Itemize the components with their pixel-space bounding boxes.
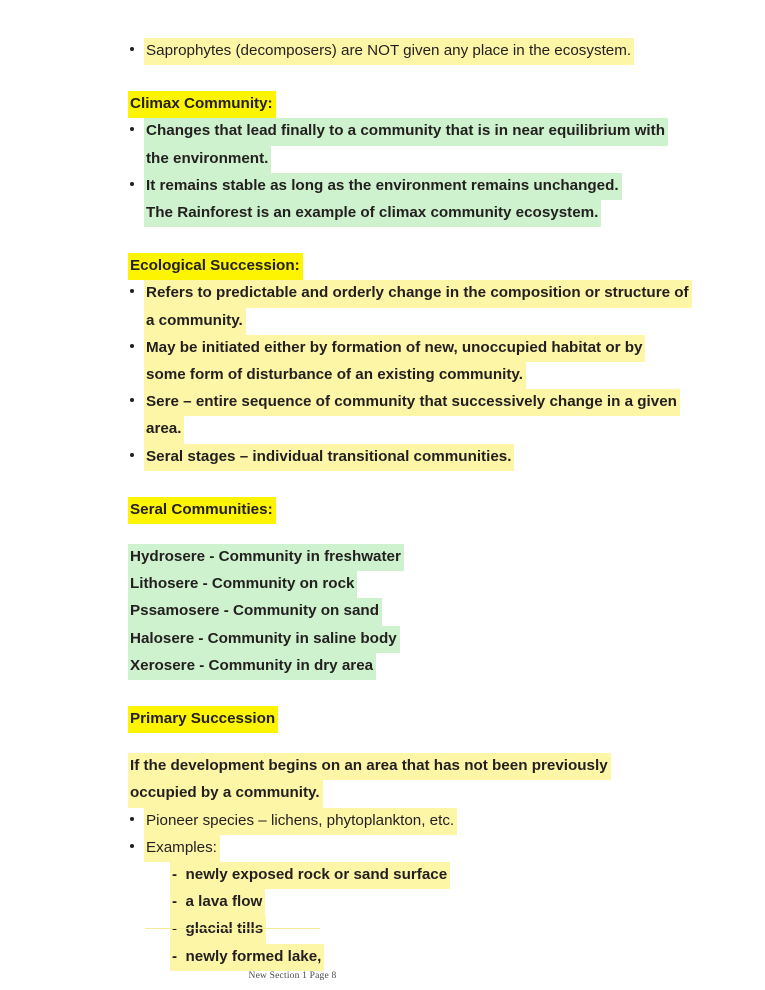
note-line: Pioneer species – lichens, phytoplankton, etc. — [144, 808, 457, 835]
note-line: Lithosere - Community on rock — [128, 571, 357, 598]
section-heading: Climax Community: — [128, 91, 276, 118]
note-line: Pssamosere - Community on sand — [128, 598, 382, 625]
bullet-icon — [130, 453, 134, 457]
note-line: It remains stable as long as the environment remains unchanged. — [144, 173, 622, 200]
bullet-icon — [130, 398, 134, 402]
note-line: May be initiated either by formation of new, unoccupied habitat or by — [144, 335, 645, 362]
note-line: - a lava flow — [170, 889, 265, 916]
bullet-icon — [130, 817, 134, 821]
note-line: the environment. — [144, 146, 271, 173]
section-heading: Ecological Succession: — [128, 253, 303, 280]
note-line: Sere – entire sequence of community that successively change in a given — [144, 389, 680, 416]
section-divider — [145, 928, 320, 929]
page-footer — [0, 971, 765, 981]
section-climax-community — [128, 91, 753, 118]
note-line: Changes that lead finally to a community that is in near equilibrium with — [144, 118, 668, 145]
footer-label: New Section 1 Page 8 — [248, 971, 337, 981]
spacer — [128, 524, 753, 544]
примеры-list — [128, 862, 753, 971]
note-line: Saprophytes (decomposers) are NOT given any place in the ecosystem. — [144, 38, 634, 65]
note-line: Refers to predictable and orderly change in the composition or structure of — [144, 280, 692, 307]
spacer — [128, 680, 753, 706]
section-primary-succession — [128, 706, 753, 733]
list-item — [128, 389, 753, 443]
list-item — [128, 38, 753, 65]
list-item — [128, 335, 753, 389]
bullet-icon — [130, 127, 134, 131]
section-ecological-succession — [128, 253, 753, 280]
bullet-icon — [130, 182, 134, 186]
note-line: area. — [144, 416, 184, 443]
note-line: - newly exposed rock or sand surface — [170, 862, 450, 889]
spacer — [128, 65, 753, 91]
note-line: Hydrosere - Community in freshwater — [128, 544, 404, 571]
bullet-icon — [130, 47, 134, 51]
list-item — [128, 444, 753, 471]
spacer — [128, 733, 753, 753]
list-item — [128, 808, 753, 835]
primary-succession-definition — [128, 753, 753, 807]
section-heading: Primary Succession — [128, 706, 278, 733]
list-item — [128, 835, 753, 862]
note-content — [128, 38, 753, 971]
note-line: Examples: — [144, 835, 220, 862]
note-line: a community. — [144, 308, 246, 335]
note-line: Halosere - Community in saline body — [128, 626, 400, 653]
note-line: Xerosere - Community in dry area — [128, 653, 376, 680]
note-line: Seral stages – individual transitional communities. — [144, 444, 514, 471]
spacer — [128, 471, 753, 497]
list-item — [128, 173, 753, 227]
note-line: - glacial tills — [170, 916, 266, 943]
note-line: If the development begins on an area that has not been previously — [128, 753, 611, 780]
bullet-icon — [130, 289, 134, 293]
section-heading: Seral Communities: — [128, 497, 276, 524]
bullet-icon — [130, 344, 134, 348]
bullet-icon — [130, 844, 134, 848]
note-line: The Rainforest is an example of climax community ecosystem. — [144, 200, 601, 227]
spacer — [128, 227, 753, 253]
note-line: some form of disturbance of an existing community. — [144, 362, 526, 389]
list-item — [128, 118, 753, 172]
note-line: - newly formed lake, — [170, 944, 324, 971]
list-item — [128, 280, 753, 334]
note-line: occupied by a community. — [128, 780, 323, 807]
seral-community-list — [128, 544, 753, 680]
section-seral-communities — [128, 497, 753, 524]
